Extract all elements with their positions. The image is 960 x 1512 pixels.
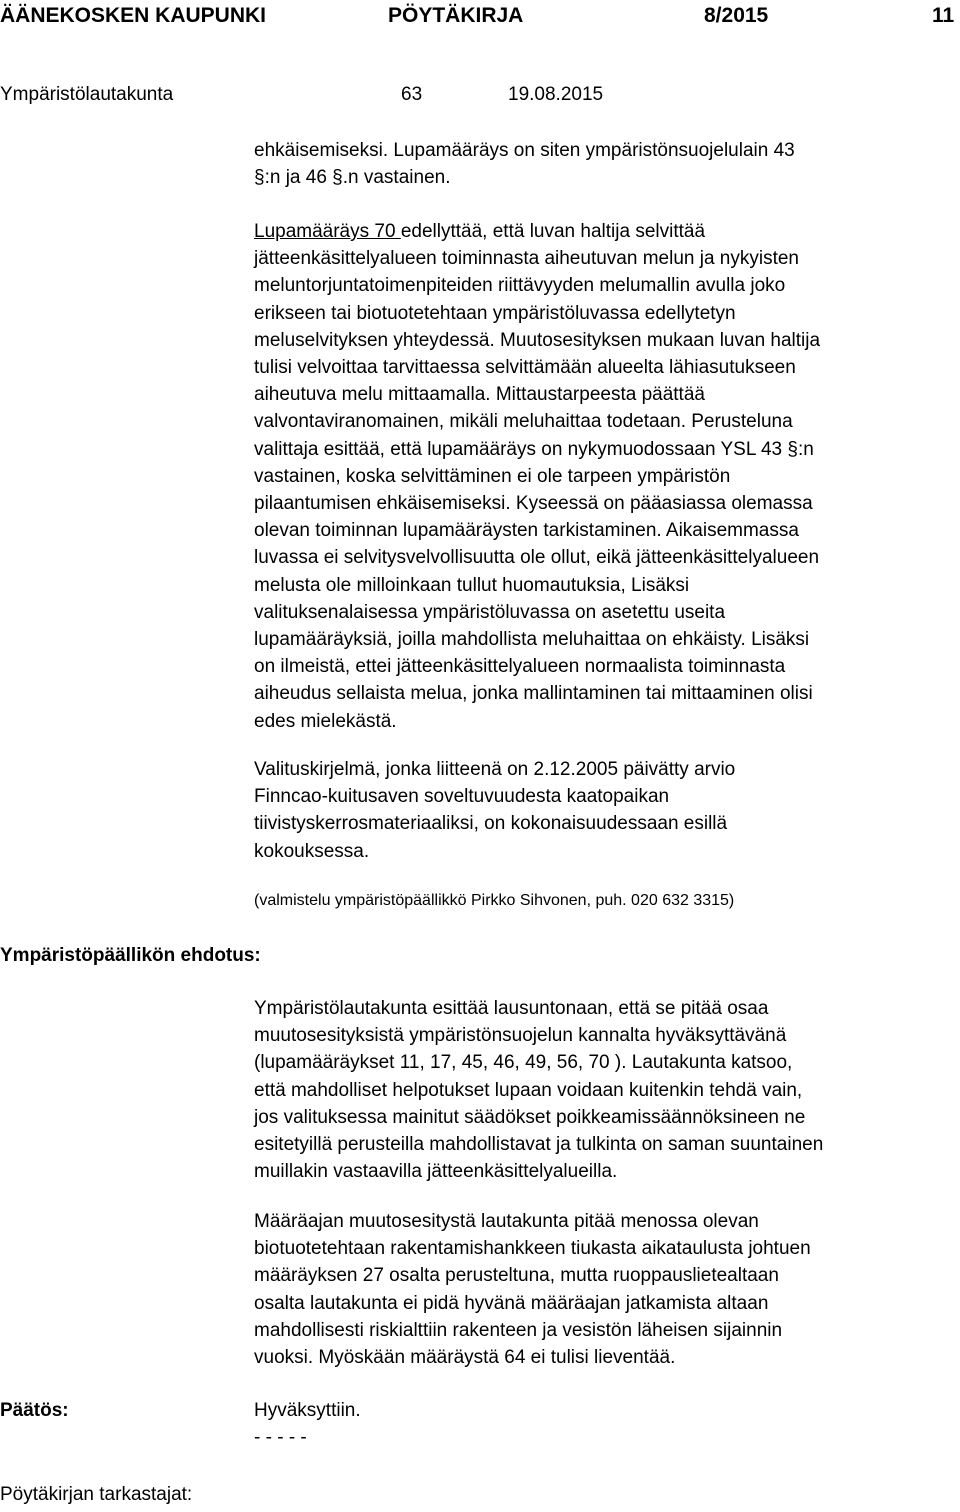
text-line: (lupamääräykset 11, 17, 45, 46, 49, 56, 70 ). Lautakunta katsoo,: [254, 1052, 793, 1074]
paragraph-noise-requirement: [254, 218, 954, 735]
page-number: 11: [932, 4, 955, 27]
text-line: Valituskirjelmä, jonka liitteenä on 2.12.2005 päivätty arvio: [254, 759, 736, 780]
text-line: että mahdolliset helpotukset lupaan voidaan kuitenkin tehdä vain,: [254, 1079, 803, 1101]
text-line: pilaantumisen ehkäisemiseksi. Kyseessä on pääasiassa olemassa: [254, 493, 813, 515]
text-line: muutosesityksistä ympäristönsuojelun kannalta hyväksyttävänä: [254, 1025, 787, 1047]
reviewers-label: Pöytäkirjan tarkastajat:: [0, 1484, 193, 1505]
text-line: [254, 218, 954, 245]
separator: - - - - -: [254, 1427, 307, 1449]
text-line: tiivistyskerrosmateriaaliksi, on kokonaisuudessaan esillä: [254, 813, 728, 835]
document-type: PÖYTÄKIRJA: [388, 4, 524, 27]
city-name: ÄÄNEKOSKEN KAUPUNKI: [0, 4, 267, 27]
preparer-note: [254, 889, 954, 913]
proposal-paragraph-1: [254, 995, 954, 1185]
text-line: §:n ja 46 §.n vastainen.: [254, 167, 451, 189]
section-number: 63: [401, 84, 423, 105]
text-line: esitetyillä perusteilla mahdollistavat ja tulkinta on saman suuntainen: [254, 1134, 824, 1156]
text-line: valituksenalaisessa ympäristöluvassa on asetettu useita: [254, 601, 726, 623]
meeting-date: 19.08.2015: [508, 84, 604, 105]
text-line: Finncao-kuitusaven soveltuvuudesta kaatopaikan: [254, 786, 670, 808]
text-line: (valmistelu ympäristöpäällikkö Pirkko Sihvonen, puh. 020 632 3315): [254, 892, 735, 909]
text-line: aiheudus sellaista melua, jonka mallintaminen tai mittaaminen olisi: [254, 683, 813, 705]
text-line: olevan toiminnan lupamääräysten tarkistaminen. Aikaisemmassa: [254, 520, 799, 542]
decision-text: Hyväksyttiin.: [254, 1400, 361, 1421]
text-line: lupamääräyksiä, joilla mahdollista meluhaittaa on ehkäisty. Lisäksi: [254, 629, 810, 651]
text-line: meluselvityksen yhteydessä. Muutosesityksen mukaan luvan haltija: [254, 329, 821, 351]
text-line: vuoksi. Myöskään määräystä 64 ei tulisi lieventää.: [254, 1347, 676, 1369]
decision-label: Päätös:: [0, 1400, 69, 1421]
text-line: melusta ole milloinkaan tullut huomautuksia, Lisäksi: [254, 574, 690, 596]
proposal-label: Ympäristöpäällikön ehdotus:: [0, 945, 261, 966]
paragraph-continuation: [254, 137, 954, 191]
underlined-reference: Lupamääräys 70: [254, 221, 401, 242]
text-line: on ilmeistä, ettei jätteenkäsittelyalueen normaalista toiminnasta: [254, 656, 786, 678]
text-line: luvassa ei selvitysvelvollisuutta ole ollut, eikä jätteenkäsittelyalueen: [254, 547, 820, 569]
text-line: valittaja esittää, että lupamääräys on nykymuodossaan YSL 43 §:n: [254, 438, 814, 460]
text-line: jos valituksessa mainitut säädökset poikkeamissäännöksineen ne: [254, 1106, 806, 1128]
text-line: tulisi velvoittaa tarvittaessa selvittämään alueelta lähiasutukseen: [254, 357, 796, 379]
decision-text-block: [254, 1397, 954, 1451]
text-line: aiheutuva melu mittaamalla. Mittaustarpeesta päättää: [254, 384, 705, 406]
text-line: erikseen tai biotuotetehtaan ympäristöluvassa edellytetyn: [254, 302, 736, 324]
text-line: määräyksen 27 osalta perusteltuna, mutta ruoppauslietealtaan: [254, 1265, 779, 1287]
text-line: mahdollisesti riskialttiin rakenteen ja vesistön läheisen sijainnin: [254, 1319, 783, 1341]
text-line: vastainen, koska selvittäminen ei ole tarpeen ympäristön: [254, 465, 731, 487]
text-line: meluntorjuntatoimenpiteiden riittävyyden melumallin avulla joko: [254, 275, 786, 297]
text-line: ehkäisemiseksi. Lupamääräys on siten ympäristönsuojelulain 43: [254, 140, 795, 161]
text-line: kokouksessa.: [254, 840, 370, 862]
text-line: Määräajan muutosesitystä lautakunta pitää menossa olevan: [254, 1211, 759, 1232]
text-line: valvontaviranomainen, mikäli meluhaittaa todetaan. Perusteluna: [254, 411, 793, 433]
text-line: jätteenkäsittelyalueen toiminnasta aiheutuvan melun ja nykyisten: [254, 248, 799, 270]
document-number: 8/2015: [704, 4, 769, 27]
text-line: Ympäristölautakunta esittää lausuntonaan, että se pitää osaa: [254, 998, 769, 1019]
text-line: muillakin vastaavilla jätteenkäsittelyalueilla.: [254, 1161, 618, 1183]
text-line: edes mielekästä.: [254, 710, 397, 732]
paragraph-appendix: [254, 756, 954, 865]
text-fragment: edellyttää, että luvan haltija selvittää: [400, 221, 706, 242]
text-line: osalta lautakunta ei pidä hyvänä määräajan jatkamista altaan: [254, 1292, 769, 1314]
text-line: biotuotetehtaan rakentamishankkeen tiukasta aikataulusta johtuen: [254, 1238, 811, 1260]
proposal-paragraph-2: [254, 1208, 954, 1371]
board-name: Ympäristölautakunta: [0, 84, 174, 105]
